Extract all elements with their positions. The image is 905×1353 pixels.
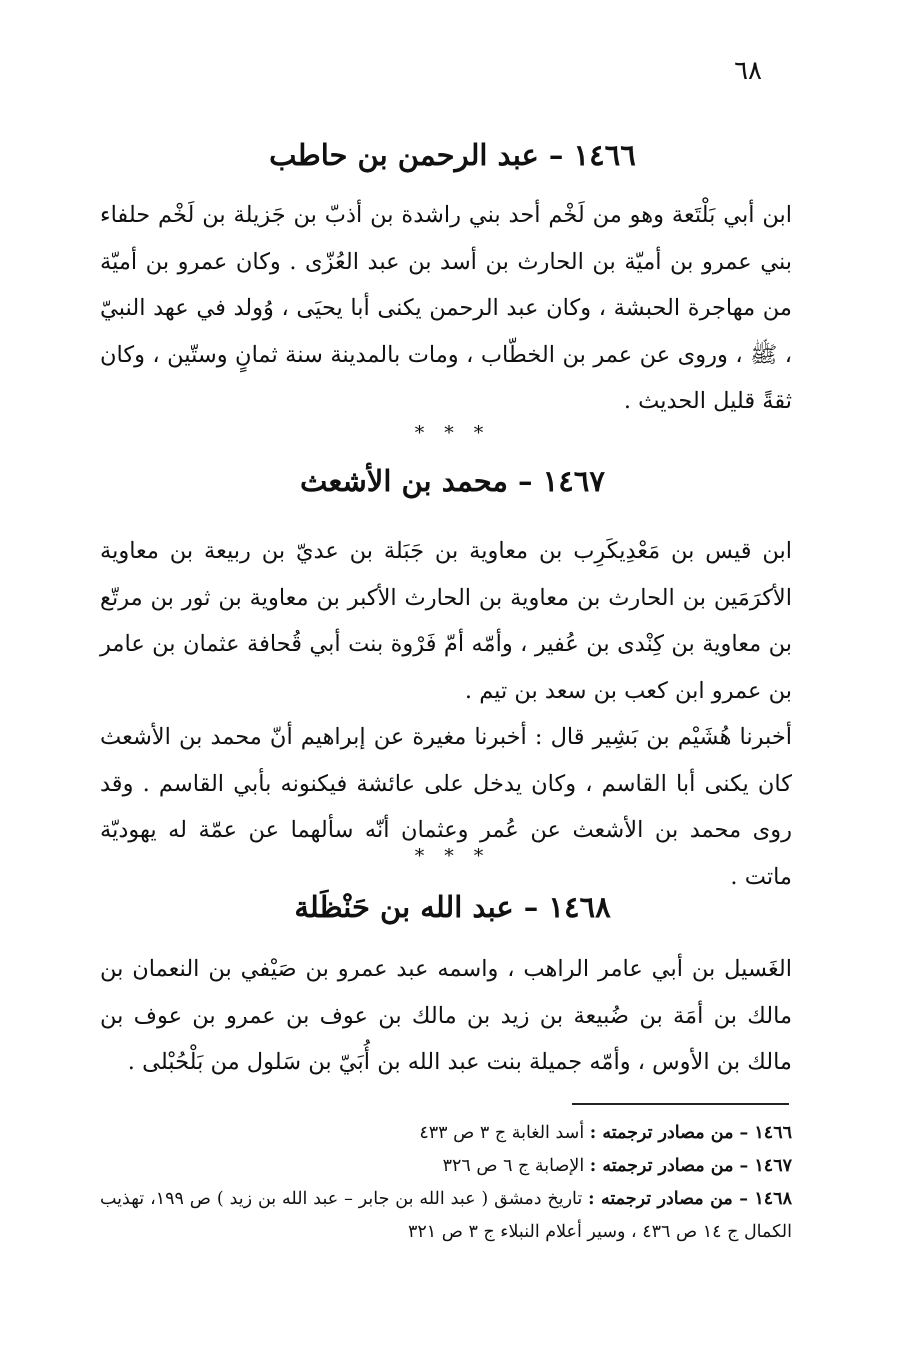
footnote-text: الإصابة ج ٦ ص ٣٢٦ — [442, 1156, 585, 1176]
entry-paragraph: ابن أبي بَلْتَعة وهو من لَخْم أحد بني راشدة بن أذبّ بن جَزيلة بن لَخْم حلفاء بني عمرو بن أميّة بن الحارث بن أسد بن عبد العُزّى . وكان عمرو بن أميّة من مهاجرة الحبشة ، وكان عبد الرحمن يكنى أبا يحيَى ، وُولد في عهد النبيّ ، ﷺ ، وروى عن عمر بن الخطّاب ، ومات بالمدينة سنة ثمانٍ وستّين ، وكان ثقةً قليل الحديث . — [100, 202, 792, 414]
entry-paragraph: ابن قيس بن مَعْدِيكَرِب بن معاوية بن جَبَلة بن عديّ بن ربيعة بن معاوية الأكرَمَين بن الحارث بن معاوية بن الحارث الأكبر بن معاوية بن ثور بن مرتّع بن معاوية بن كِنْدى بن عُفير ، وأمّه أمّ فَرْوة بنت أبي قُحافة عثمان بن عامر بن عمرو ابن كعب بن سعد بن تيم . — [100, 538, 792, 704]
footnote-label: ١٤٦٦ – من مصادر ترجمته : — [589, 1123, 792, 1143]
footnote-label: ١٤٦٨ – من مصادر ترجمته : — [588, 1189, 792, 1209]
section-separator: * * * — [414, 845, 491, 867]
section-separator: * * * — [414, 422, 491, 444]
footnote-1467 — [100, 1150, 792, 1183]
footnote-1468 — [100, 1183, 792, 1249]
footnotes — [100, 1117, 792, 1249]
footnote-1466 — [100, 1117, 792, 1150]
entry-paragraph: أخبرنا هُشَيْم بن بَشِير قال : أخبرنا مغيرة عن إبراهيم أنّ محمد بن الأشعث كان يكنى أبا القاسم ، وكان يدخل على عائشة فيكنونه بأبي القاسم . وقد روى محمد بن الأشعث عن عُمر وعثمان أنّه سألهما عن عمّة له يهوديّة ماتت . — [100, 724, 792, 890]
page-number: ٦٨ — [734, 56, 762, 86]
entry-body-1468 — [100, 946, 792, 1086]
entry-body-1466 — [100, 192, 792, 425]
footnote-label: ١٤٦٧ – من مصادر ترجمته : — [589, 1156, 792, 1176]
entry-heading-1467: ١٤٦٧ – محمد بن الأشعث — [300, 464, 605, 498]
footnote-text: أسد الغابة ج ٣ ص ٤٣٣ — [419, 1123, 585, 1143]
footnote-divider — [572, 1103, 789, 1105]
footnote-text: تاريخ دمشق ( عبد الله بن جابر – عبد الله بن زيد ) ص ١٩٩، تهذيب الكمال ج ١٤ ص ٤٣٦ ، وسير أعلام النبلاء ج ٣ ص ٣٢١ — [100, 1189, 792, 1242]
entry-heading-1468: ١٤٦٨ – عبد الله بن حَنْظَلة — [294, 890, 611, 924]
entry-heading-1466: ١٤٦٦ – عبد الرحمن بن حاطب — [269, 138, 636, 172]
entry-paragraph: الغَسيل بن أبي عامر الراهب ، واسمه عبد عمرو بن صَيْفي بن النعمان بن مالك بن أمَة بن ضُبيعة بن زيد بن مالك بن عوف بن عمرو بن عوف بن مالك بن الأوس ، وأمّه جميلة بنت عبد الله بن أُبَيّ بن سَلول من بَلْحُبْلى . — [100, 956, 792, 1075]
